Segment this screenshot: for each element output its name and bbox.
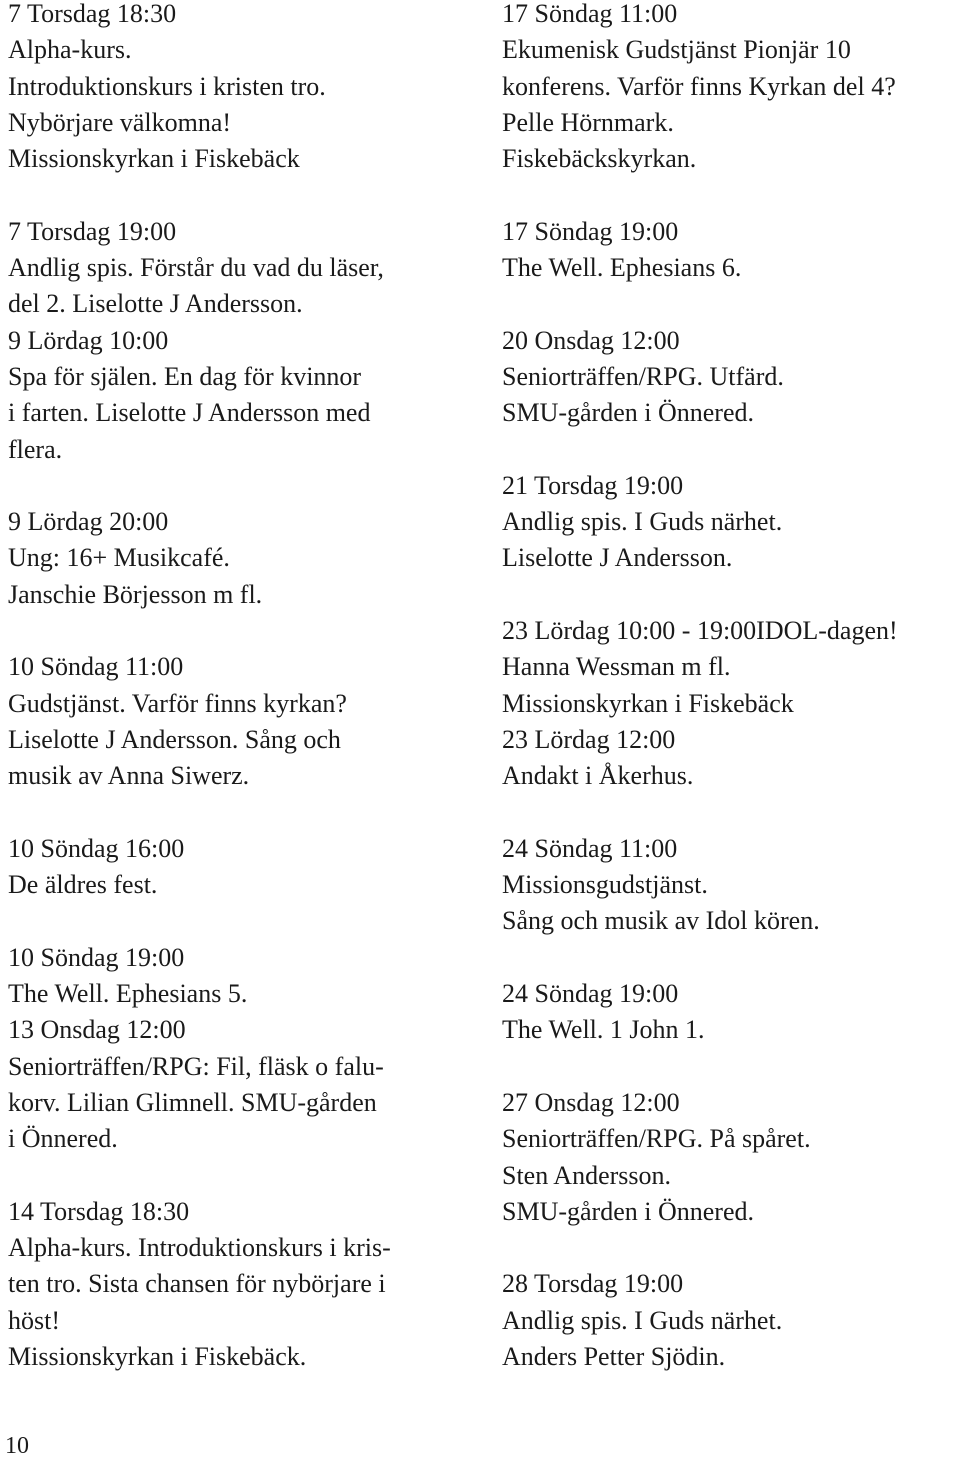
event-text-line: 10 Söndag 16:00: [8, 833, 185, 863]
event-text-line: The Well. 1 John 1.: [502, 1015, 705, 1045]
event-text-line: Liselotte J Andersson.: [502, 543, 733, 573]
event-text-line: Gudstjänst. Varför finns kyrkan?: [8, 688, 347, 718]
line-spacer: [502, 1230, 958, 1266]
event-text-line: SMU-gården i Önnered.: [502, 398, 754, 428]
event-text-line: Ung: 16+ Musikcafé.: [8, 543, 230, 573]
event-text-line: i farten. Liselotte J Andersson med: [8, 398, 371, 428]
event-text-line: Liselotte J Andersson. Sång och: [8, 724, 341, 754]
event-text-line: Ekumenisk Gudstjänst Pionjär 10: [502, 35, 851, 65]
event-text-line: 24 Söndag 19:00: [502, 979, 679, 1009]
event-text-line: Spa för själen. En dag för kvinnor: [8, 361, 362, 391]
event-text-line: 7 Torsdag 19:00: [8, 216, 177, 246]
event-text-line: Missionskyrkan i Fiskebäck: [502, 688, 794, 718]
event-text-line: The Well. Ephesians 6.: [502, 253, 742, 283]
event-text-line: 27 Onsdag 12:00: [502, 1087, 680, 1117]
event-text-line: korv. Lilian Glimnell. SMU-gården: [8, 1087, 377, 1117]
event-text-line: höst!: [8, 1305, 60, 1335]
event-text-line: Andakt i Åkerhus.: [502, 761, 694, 791]
event-text-line: musik av Anna Siwerz.: [8, 761, 250, 791]
event-text-line: Sten Andersson.: [502, 1160, 671, 1190]
event-text-line: 10 Söndag 11:00: [8, 652, 184, 682]
line-spacer: [8, 177, 478, 213]
event-text-line: Alpha-kurs.: [8, 35, 132, 65]
line-spacer: [502, 286, 958, 322]
event-text-line: Nybörjare välkomna!: [8, 107, 232, 137]
event-text-line: Missionskyrkan i Fiskebäck: [8, 144, 300, 174]
event-text-line: 21 Torsdag 19:00: [502, 470, 684, 500]
event-text-line: Fiskebäckskyrkan.: [502, 144, 697, 174]
event-text-line: De äldres fest.: [8, 870, 158, 900]
calendar-column-left: [8, 0, 478, 1375]
line-spacer: [502, 577, 958, 613]
event-text-line: Andlig spis. I Guds närhet.: [502, 507, 783, 537]
event-text-line: 9 Lördag 20:00: [8, 507, 169, 537]
event-text-line: 17 Söndag 19:00: [502, 216, 679, 246]
event-text-line: 28 Torsdag 19:00: [502, 1269, 684, 1299]
line-spacer: [8, 1158, 478, 1194]
line-spacer: [8, 613, 478, 649]
event-text-line: del 2. Liselotte J Andersson.: [8, 289, 303, 319]
event-text-line: Seniorträffen/RPG. Utfärd.: [502, 361, 784, 391]
event-text-line: 24 Söndag 11:00: [502, 833, 678, 863]
calendar-column-right: [502, 0, 958, 1375]
event-text-line: Seniorträffen/RPG: Fil, fläsk o falu-: [8, 1051, 384, 1081]
event-text-line: 20 Onsdag 12:00: [502, 325, 680, 355]
event-text-line: Andlig spis. Förstår du vad du läser,: [8, 253, 384, 283]
event-text-line: Janschie Börjesson m fl.: [8, 579, 263, 609]
line-spacer: [502, 795, 958, 831]
event-text-line: 13 Onsdag 12:00: [8, 1015, 186, 1045]
event-text-line: konferens. Varför finns Kyrkan del 4?: [502, 71, 896, 101]
line-spacer: [8, 795, 478, 831]
line-spacer: [8, 903, 478, 939]
page-number: 10: [5, 1433, 29, 1459]
event-text-line: Hanna Wessman m fl.: [502, 652, 731, 682]
event-text-line: 10 Söndag 19:00: [8, 942, 185, 972]
line-spacer: [502, 177, 958, 213]
event-text-line: Sång och musik av Idol kören.: [502, 906, 820, 936]
event-text-line: 9 Lördag 10:00: [8, 325, 169, 355]
event-text-line: 14 Torsdag 18:30: [8, 1196, 190, 1226]
event-text-line: 23 Lördag 12:00: [502, 724, 676, 754]
event-text-line: Alpha-kurs. Introduktionskurs i kris-: [8, 1233, 391, 1263]
event-text-line: Pelle Hörnmark.: [502, 107, 674, 137]
line-spacer: [502, 432, 958, 468]
event-text-line: The Well. Ephesians 5.: [8, 979, 248, 1009]
event-text-line: Andlig spis. I Guds närhet.: [502, 1305, 783, 1335]
event-text-line: Seniorträffen/RPG. På spåret.: [502, 1124, 811, 1154]
event-text-line: Introduktionskurs i kristen tro.: [8, 71, 326, 101]
event-text-line: 7 Torsdag 18:30: [8, 0, 177, 28]
event-text-line: ten tro. Sista chansen för nybörjare i: [8, 1269, 386, 1299]
line-spacer: [502, 1049, 958, 1085]
line-spacer: [502, 940, 958, 976]
event-text-line: i Önnered.: [8, 1124, 118, 1154]
event-text-line: 17 Söndag 11:00: [502, 0, 678, 28]
event-text-line: flera.: [8, 434, 63, 464]
event-text-line: Missionsgudstjänst.: [502, 870, 708, 900]
event-text-line: SMU-gården i Önnered.: [502, 1196, 754, 1226]
event-text-line: Missionskyrkan i Fiskebäck.: [8, 1341, 307, 1371]
line-spacer: [8, 468, 478, 504]
event-text-line: 23 Lördag 10:00 - 19:00IDOL-dagen!: [502, 616, 898, 646]
event-text-line: Anders Petter Sjödin.: [502, 1341, 726, 1371]
